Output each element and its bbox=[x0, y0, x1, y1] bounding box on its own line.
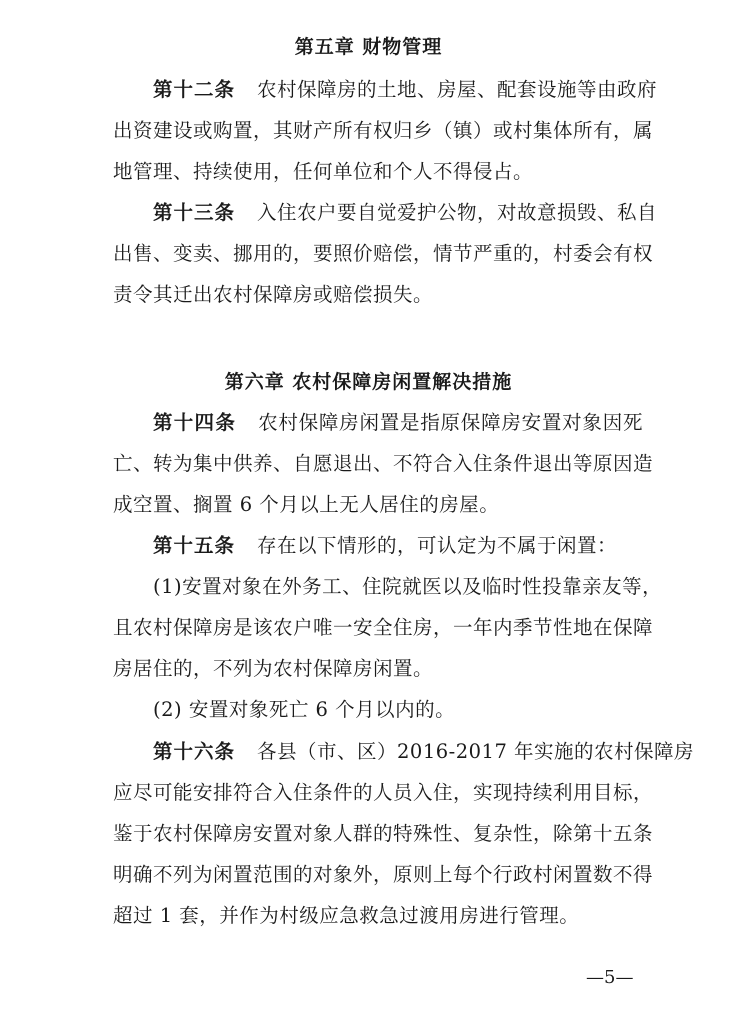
article-16-label: 第十六条 bbox=[153, 740, 236, 763]
article-16-line-2: 应尽可能安排符合入住条件的人员入住，实现持续利用目标， bbox=[113, 781, 654, 804]
article-12-line-2: 出资建设或购置，其财产所有权归乡（镇）或村集体所有，属 bbox=[113, 119, 654, 142]
chapter-5-title: 第五章 财物管理 bbox=[294, 36, 443, 58]
article-16-line-3: 鉴于农村保障房安置对象人群的特殊性、复杂性，除第十五条 bbox=[113, 822, 654, 845]
article-15-line-1: 第十五条 存在以下情形的，可认定为不属于闲置： bbox=[153, 534, 618, 557]
article-15-item-2: (2) 安置对象死亡 6 个月以内的。 bbox=[153, 698, 456, 721]
article-13-line-2: 出售、变卖、挪用的，要照价赔偿，情节严重的，村委会有权 bbox=[113, 242, 654, 265]
article-13-line-1: 第十三条 入住农户要自觉爱护公物，对故意损毁、私自 bbox=[153, 201, 658, 224]
article-14-line-1: 第十四条 农村保障房闲置是指原保障房安置对象因死 bbox=[153, 411, 643, 434]
article-15-item-1-line-3: 房居住的，不列为农村保障房闲置。 bbox=[113, 657, 434, 680]
article-12-line-3: 地管理、持续使用，任何单位和个人不得侵占。 bbox=[113, 160, 534, 183]
article-14-line-2: 亡、转为集中供养、自愿退出、不符合入住条件退出等原因造 bbox=[113, 452, 654, 475]
article-12-line-1: 第十二条 农村保障房的土地、房屋、配套设施等由政府 bbox=[153, 78, 658, 101]
article-15-label: 第十五条 bbox=[153, 534, 236, 557]
article-13-label: 第十三条 bbox=[153, 201, 236, 224]
article-16-line-5: 超过 1 套，并作为村级应急救急过渡用房进行管理。 bbox=[113, 904, 580, 927]
article-16-line-1: 第十六条 各县（市、区）2016-2017 年实施的农村保障房 bbox=[153, 740, 695, 763]
article-14-label: 第十四条 bbox=[153, 411, 237, 434]
article-13-line-3: 责令其迁出农村保障房或赔偿损失。 bbox=[113, 283, 434, 306]
article-16-line-4: 明确不列为闲置范围的对象外，原则上每个行政村闲置数不得 bbox=[113, 863, 654, 886]
article-15-item-1-line-2: 且农村保障房是该农户唯一安全住房，一年内季节性地在保障 bbox=[113, 616, 654, 639]
article-12-label: 第十二条 bbox=[153, 78, 236, 101]
article-14-line-3: 成空置、搁置 6 个月以上无人居住的房屋。 bbox=[113, 493, 500, 516]
article-15-item-1-line-1: (1)安置对象在外务工、住院就医以及临时性投靠亲友等， bbox=[153, 575, 663, 598]
chapter-6-title: 第六章 农村保障房闲置解决措施 bbox=[224, 371, 513, 393]
page-number: —5— bbox=[586, 967, 634, 988]
